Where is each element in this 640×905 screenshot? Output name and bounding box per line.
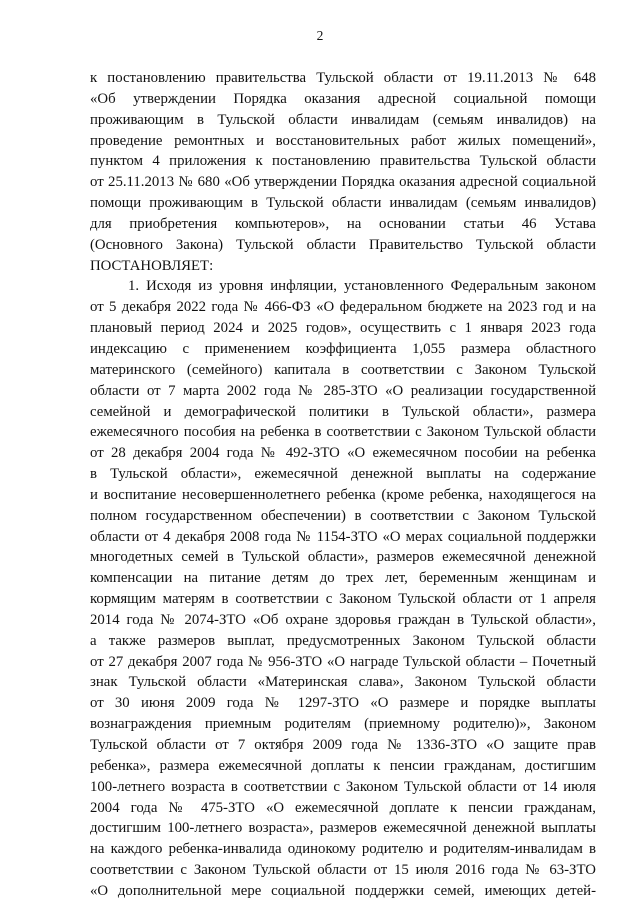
text-line: проживающим в Тульской области инвалидам (семьям инвалидов) на	[90, 111, 596, 128]
text-line: вознаграждения приемным родителям (приемному родителю)», Законом	[90, 716, 596, 733]
text-line: ежемесячного пособия на ребенка в соответствии с Законом Тульской области	[90, 424, 596, 441]
text-line: индексацию с применением коэффициента 1,055 размера областного	[90, 340, 596, 357]
text-line: ребенка», размера ежемесячной доплаты к пенсии гражданам, достигшим	[90, 757, 596, 774]
text-line: достигшим 100-летнего возраста», размеров ежемесячной денежной выплаты	[90, 820, 596, 837]
text-line: от 27 декабря 2007 года № 956-ЗТО «О награде Тульской области – Почетный	[90, 653, 596, 670]
text-line: 2014 года № 2074-ЗТО «Об охране здоровья граждан в Тульской области»,	[90, 611, 596, 628]
resolution-heading: ПОСТАНОВЛЯЕТ:	[90, 257, 214, 274]
text-line: (Основного Закона) Тульской области Правительство Тульской области	[90, 236, 596, 253]
text-line: семейной и демографической политики в Тульской области», размера	[90, 403, 596, 420]
text-line: в Тульской области», ежемесячной денежной выплаты на содержание	[90, 466, 596, 483]
text-line: соответствии с Законом Тульской области от 15 июля 2016 года № 63-ЗТО	[90, 862, 596, 879]
text-line: от 25.11.2013 № 680 «Об утверждении Порядка оказания адресной социальной	[90, 174, 596, 191]
text-line: многодетных семей в Тульской области», размеров ежемесячной денежной	[90, 549, 596, 566]
text-line: материнского (семейного) капитала в соответствии с Законом Тульской	[90, 361, 596, 378]
text-line: «Об утверждении Порядка оказания адресной социальной помощи	[90, 90, 596, 107]
text-line: проведение ремонтных и восстановительных работ жилых помещений»,	[90, 132, 596, 149]
text-line: 2004 года № 475-ЗТО «О ежемесячной доплате к пенсии гражданам,	[90, 799, 596, 816]
text-line: к постановлению правительства Тульской области от 19.11.2013 № 648	[90, 70, 596, 86]
text-line: от 5 декабря 2022 года № 466-ФЗ «О федеральном бюджете на 2023 год и на	[90, 299, 596, 316]
text-line: области от 4 декабря 2008 года № 1154-ЗТО «О мерах социальной поддержки	[90, 528, 596, 545]
text-line: знак Тульской области «Материнская слава», Законом Тульской области	[90, 674, 596, 691]
text-line: области от 7 марта 2002 года № 285-ЗТО «О реализации государственной	[90, 382, 596, 399]
text-line: Тульской области от 7 октября 2009 года № 1336-ЗТО «О защите прав	[90, 737, 596, 753]
text-line: кормящим матерям в соответствии с Законом Тульской области от 1 апреля	[90, 591, 596, 608]
text-line: а также размеров выплат, предусмотренных Законом Тульской области	[90, 632, 596, 649]
text-line: «О дополнительной мере социальной поддержки семей, имеющих детей-	[90, 882, 596, 899]
text-line: от 30 июня 2009 года № 1297-ЗТО «О размере и порядке выплаты	[90, 695, 596, 712]
paragraph-1-start: 1. Исходя из уровня инфляции, установленного Федеральным законом	[128, 278, 596, 295]
text-line: и воспитание несовершеннолетнего ребенка (кроме ребенка, находящегося на	[90, 486, 596, 503]
text-line: на каждого ребенка-инвалида одинокому родителю и родителям-инвалидам в	[90, 841, 596, 858]
text-line: плановый период 2024 и 2025 годов», осуществить с 1 января 2023 года	[90, 320, 596, 337]
text-line: для приобретения компьютеров», на основании статьи 46 Устава	[90, 215, 596, 232]
text-line: компенсации на питание детям до трех лет, беременным женщинам и	[90, 570, 596, 587]
text-line: полном государственном обеспечении) в соответствии с Законом Тульской	[90, 507, 596, 524]
text-line: пунктом 4 приложения к постановлению правительства Тульской области	[90, 153, 596, 170]
page-number: 2	[316, 28, 324, 43]
text-line: помощи проживающим в Тульской области инвалидам (семьям инвалидов)	[90, 195, 596, 212]
text-line: от 28 декабря 2004 года № 492-ЗТО «О ежемесячном пособии на ребенка	[90, 445, 596, 462]
document-body	[90, 68, 596, 902]
text-line: 100-летнего возраста в соответствии с Законом Тульской области от 14 июля	[90, 778, 596, 795]
